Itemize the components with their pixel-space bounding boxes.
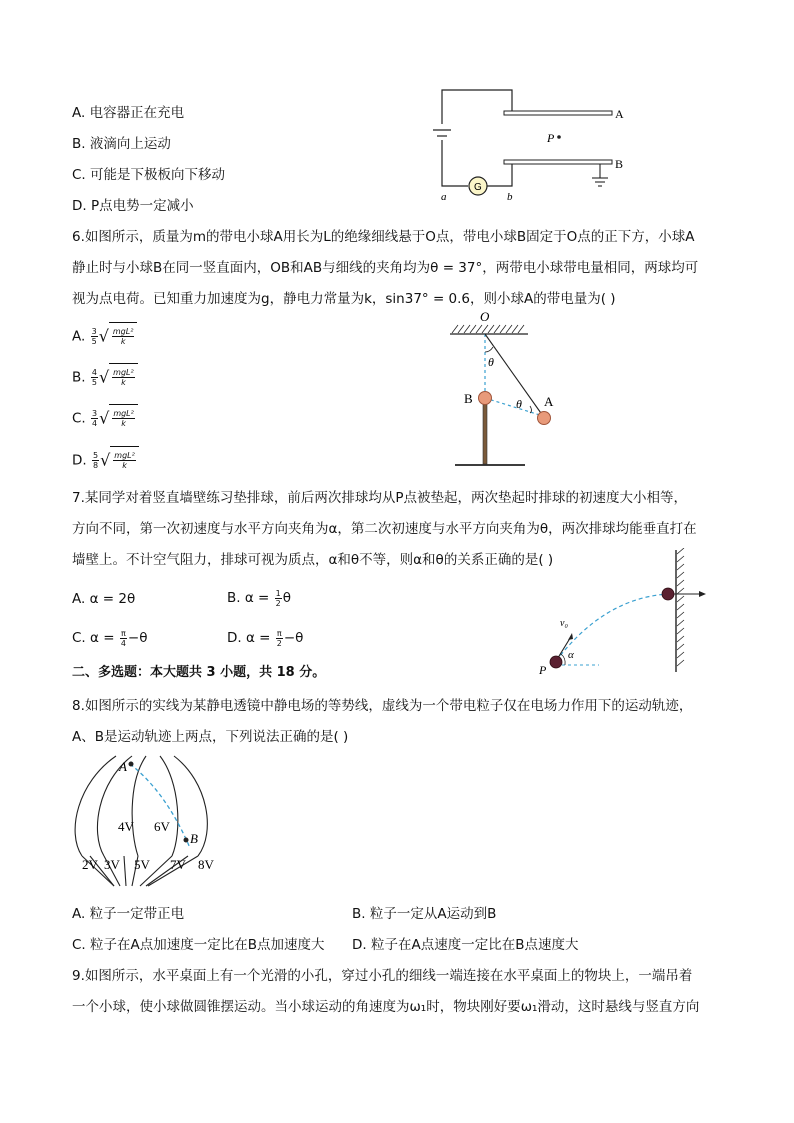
q5-option-d: D. P点电势一定减小 xyxy=(72,198,194,214)
galvanometer-icon: G xyxy=(474,182,482,193)
q7-option-a: A. α = 2θ xyxy=(72,591,136,607)
q7-stem-line1: 7.某同学对着竖直墙壁练习垫排球，前后两次排球均从P点被垫起，两次垫起时排球的初速度大小相等， xyxy=(72,490,688,506)
q8-stem-line1: 8.如图所示的实线为某静电透镜中静电场的等势线，虚线为一个带电粒子仅在电场力作用下的运动轨迹， xyxy=(72,698,693,714)
point-o-label: O xyxy=(480,309,490,324)
q6-option-d: D. $\frac{5}{8}$ √ $\frac{\text{mgL²}}{k}$ xyxy=(72,446,139,475)
q7-option-d: D. α = $\frac{\pi}{2}$ −θ xyxy=(227,628,304,648)
q6-option-a: A. $\frac{3}{5}$ √ $\frac{\text{mgL²}}{k}$ xyxy=(72,322,137,351)
potential-3v-label: 3V xyxy=(104,857,120,872)
ball-b-label: B xyxy=(464,391,473,406)
potential-2v-label: 2V xyxy=(82,857,98,872)
q9-stem-line2: 一个小球，使小球做圆锥摆运动。当小球运动的角速度为ω₁时，物块刚好要ω₁滑动，这时悬线与竖直方向 xyxy=(72,999,700,1015)
q7-option-b: B. α = $\frac{1}{2}$ θ xyxy=(227,588,292,608)
q8-option-d: D. 粒子在A点速度一定比在B点速度大 xyxy=(352,937,579,953)
section-heading-multiple-choice: 二、多选题：本大题共 3 小题，共 18 分。 xyxy=(72,665,326,680)
q6-stem-line2: 静止时与小球B在同一竖直面内，OB和AB与细线的夹角均为θ = 37°，两带电小球带电量相同，两球均可 xyxy=(72,260,699,276)
q8-option-a: A. 粒子一定带正电 xyxy=(72,906,185,922)
point-p-label: P xyxy=(547,131,555,145)
node-a-label: a xyxy=(441,191,447,203)
q6-stem-line1: 6.如图所示，质量为m的带电小球A用长为L的绝缘细线悬于O点，带电小球B固定于O点的正下方，小球A xyxy=(72,229,695,245)
capacitor-circuit-figure xyxy=(430,84,630,206)
q5-option-b: B. 液滴向上运动 xyxy=(72,136,171,152)
q8-option-b: B. 粒子一定从A运动到B xyxy=(352,906,497,922)
point-a-label-q8: A xyxy=(119,759,127,774)
potential-4v-label: 4V xyxy=(118,819,134,834)
q6-stem-line3: 视为点电荷。已知重力加速度为g，静电力常量为k，sin37° = 0.6，则小球A的带电量为( ) xyxy=(72,291,616,307)
potential-7v-label: 7V xyxy=(170,857,186,872)
q6-option-b: B. $\frac{4}{5}$ √ $\frac{\text{mgL²}}{k}$ xyxy=(72,363,138,392)
equipotential-lines-figure xyxy=(68,752,228,898)
potential-6v-label: 6V xyxy=(154,819,170,834)
plate-a-label: A xyxy=(615,107,624,121)
point-p-dot xyxy=(557,135,561,139)
theta-label-top: θ xyxy=(488,355,494,369)
node-b-label: b xyxy=(507,191,513,203)
volleyball-wall-figure xyxy=(534,548,714,674)
q5-option-a: A. 电容器正在充电 xyxy=(72,105,185,121)
potential-8v-label: 8V xyxy=(198,857,214,872)
point-b-label-q8: B xyxy=(190,831,198,846)
q7-option-c: C. α = $\frac{\pi}{4}$ −θ xyxy=(72,628,148,648)
q7-stem-line2: 方向不同，第一次初速度与水平方向夹角为α，第二次初速度与水平方向夹角为θ，两次排球均能垂直打在 xyxy=(72,521,697,537)
q8-stem-line2: A、B是运动轨迹上两点，下列说法正确的是( ) xyxy=(72,729,349,745)
theta-label-bottom: θ xyxy=(516,397,522,411)
q8-option-c: C. 粒子在A点加速度一定比在B点加速度大 xyxy=(72,937,325,953)
plate-b-label: B xyxy=(615,157,624,171)
q7-stem-line3: 墙壁上。不计空气阻力，排球可视为质点，α和θ不等，则α和θ的关系正确的是( ) xyxy=(72,552,554,568)
q9-stem-line1: 9.如图所示，水平桌面上有一个光滑的小孔，穿过小孔的细线一端连接在水平桌面上的物块上，一端吊着 xyxy=(72,968,693,984)
q5-option-c: C. 可能是下极板向下移动 xyxy=(72,167,226,183)
potential-5v-label: 5V xyxy=(134,857,150,872)
pendulum-figure xyxy=(440,308,580,470)
point-p-label-q7: P xyxy=(539,663,547,674)
q6-option-c: C. $\frac{3}{4}$ √ $\frac{\text{mgL²}}{k}$ xyxy=(72,404,138,433)
v0-label: v₀ xyxy=(560,618,568,629)
ball-a-label: A xyxy=(544,394,554,409)
alpha-label: α xyxy=(568,649,574,661)
